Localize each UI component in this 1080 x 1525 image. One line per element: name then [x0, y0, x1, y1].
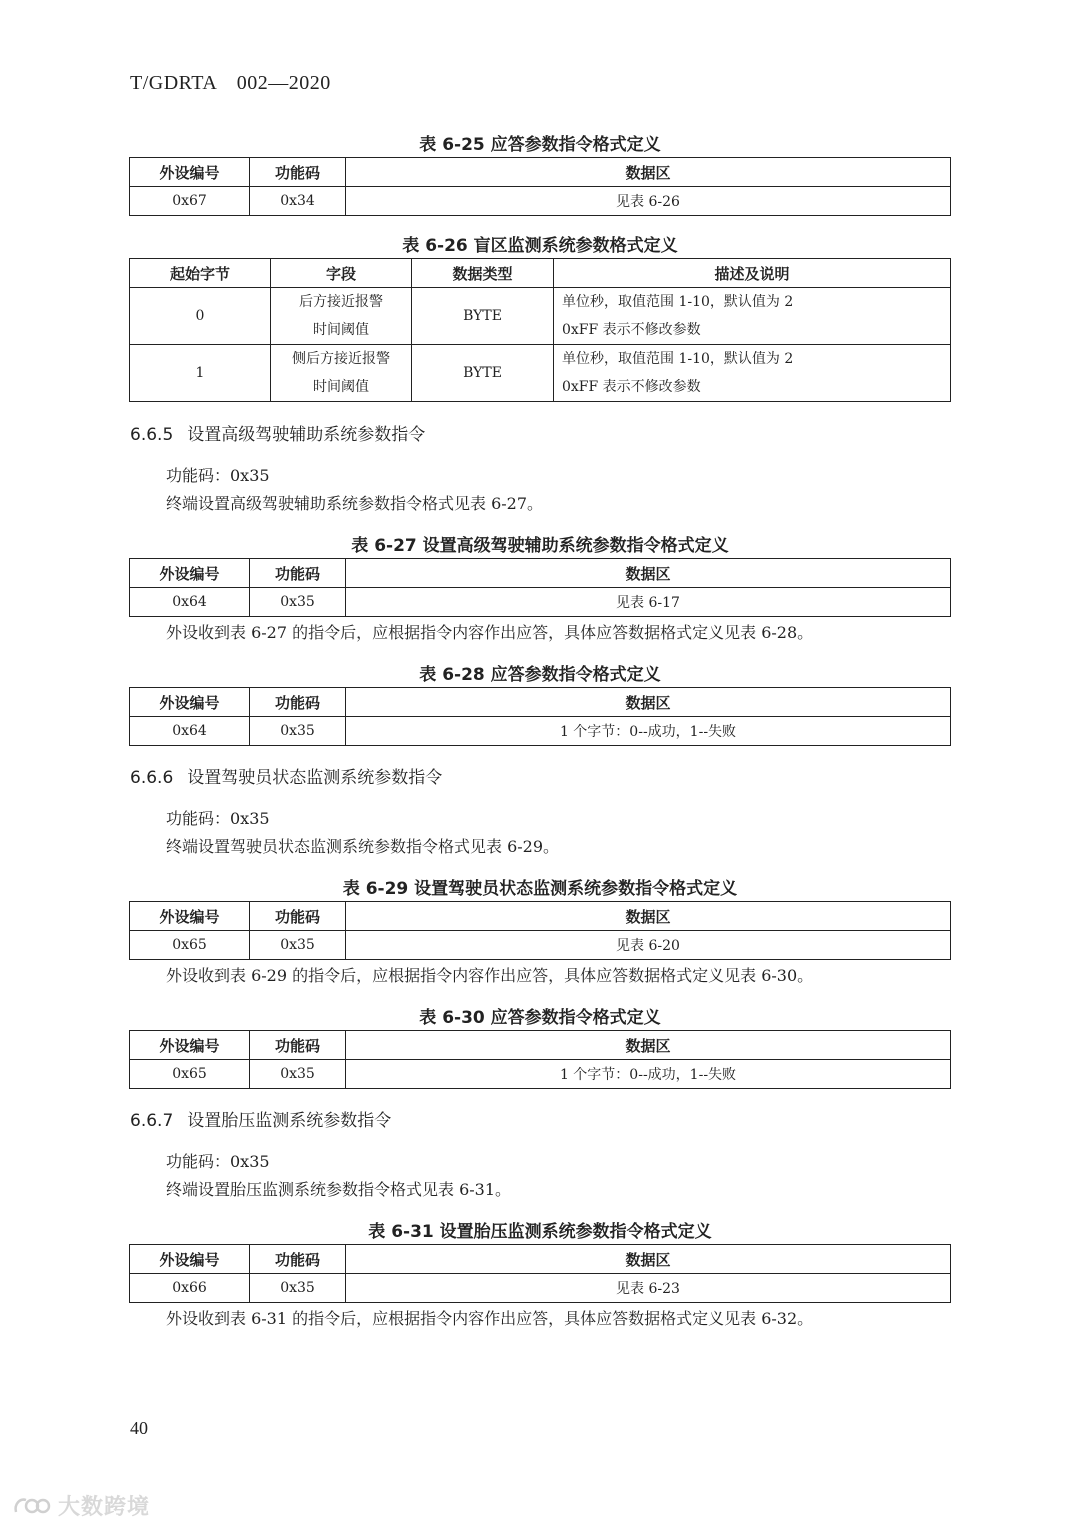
table-6-31-caption: 表 6-31 设置胎压监测系统参数指令格式定义 — [368, 1222, 712, 1242]
cell-data-area: 1 个字节：0--成功，1--失败 — [346, 717, 951, 746]
description-line: 0xFF 表示不修改参数 — [562, 379, 701, 395]
table-6-29 — [129, 901, 951, 960]
column-header-data-area: 数据区 — [346, 902, 951, 931]
column-header-function-code: 功能码 — [250, 1031, 346, 1060]
column-header-data-area: 数据区 — [346, 1245, 951, 1274]
column-header-function-code: 功能码 — [250, 1245, 346, 1274]
cell-start-byte: 1 — [130, 345, 271, 402]
cell-function-code: 0x35 — [250, 588, 346, 617]
column-header-peripheral-id: 外设编号 — [130, 1031, 250, 1060]
table-header-row — [130, 1245, 951, 1274]
cell-data-area: 见表 6-23 — [346, 1274, 951, 1303]
cell-description — [554, 288, 951, 345]
page-number: 40 — [130, 1418, 148, 1438]
table-row — [130, 187, 951, 216]
table-row — [130, 931, 951, 960]
section-title: 设置胎压监测系统参数指令 — [187, 1111, 392, 1131]
cell-data-area: 见表 6-26 — [346, 187, 951, 216]
cell-peripheral-id: 0x65 — [130, 1060, 250, 1089]
column-header-data-area: 数据区 — [346, 158, 951, 187]
column-header-function-code: 功能码 — [250, 902, 346, 931]
cell-function-code: 0x34 — [250, 187, 346, 216]
document-id-header: T/GDRTA 002—2020 — [130, 72, 331, 94]
cell-data-area: 1 个字节：0--成功，1--失败 — [346, 1060, 951, 1089]
section-title: 设置驾驶员状态监测系统参数指令 — [187, 768, 443, 788]
cell-peripheral-id: 0x64 — [130, 588, 250, 617]
response-paragraph: 外设收到表 6-31 的指令后，应根据指令内容作出应答，具体应答数据格式定义见表 6-32。 — [166, 1309, 814, 1328]
cell-field — [271, 288, 412, 345]
table-row — [130, 588, 951, 617]
column-header-data-area: 数据区 — [346, 1031, 951, 1060]
function-code-text: 功能码：0x35 — [166, 1152, 270, 1171]
column-header-function-code: 功能码 — [250, 559, 346, 588]
column-header-function-code: 功能码 — [250, 688, 346, 717]
table-header-row — [130, 688, 951, 717]
table-header-row — [130, 559, 951, 588]
section-number: 6.6.5 — [130, 425, 174, 445]
table-6-25 — [129, 157, 951, 216]
cell-function-code: 0x35 — [250, 717, 346, 746]
table-6-28-caption: 表 6-28 应答参数指令格式定义 — [419, 665, 661, 685]
intro-paragraph: 终端设置驾驶员状态监测系统参数指令格式见表 6-29。 — [166, 837, 560, 856]
column-header-field: 字段 — [271, 259, 412, 288]
column-header-data-type: 数据类型 — [412, 259, 554, 288]
cell-data-type: BYTE — [412, 288, 554, 345]
cell-peripheral-id: 0x64 — [130, 717, 250, 746]
section-heading-6-6-6 — [130, 763, 442, 788]
column-header-peripheral-id: 外设编号 — [130, 1245, 250, 1274]
watermark — [12, 1490, 150, 1521]
field-line: 时间阈值 — [313, 379, 369, 395]
table-row — [130, 1060, 951, 1089]
column-header-peripheral-id: 外设编号 — [130, 902, 250, 931]
column-header-data-area: 数据区 — [346, 688, 951, 717]
section-title: 设置高级驾驶辅助系统参数指令 — [187, 425, 426, 445]
response-paragraph: 外设收到表 6-27 的指令后，应根据指令内容作出应答，具体应答数据格式定义见表 6-28。 — [166, 623, 814, 642]
function-code-text: 功能码：0x35 — [166, 466, 270, 485]
column-header-peripheral-id: 外设编号 — [130, 158, 250, 187]
intro-paragraph: 终端设置胎压监测系统参数指令格式见表 6-31。 — [166, 1180, 512, 1199]
field-line: 侧后方接近报警 — [292, 351, 390, 367]
cell-data-area: 见表 6-17 — [346, 588, 951, 617]
section-heading-6-6-5 — [130, 420, 425, 445]
table-6-30-caption: 表 6-30 应答参数指令格式定义 — [419, 1008, 661, 1028]
table-header-row — [130, 259, 951, 288]
cell-data-area: 见表 6-20 — [346, 931, 951, 960]
description-line: 单位秒，取值范围 1-10，默认值为 2 — [562, 351, 794, 367]
column-header-description: 描述及说明 — [554, 259, 951, 288]
intro-paragraph: 终端设置高级驾驶辅助系统参数指令格式见表 6-27。 — [166, 494, 544, 513]
cell-function-code: 0x35 — [250, 1060, 346, 1089]
cell-start-byte: 0 — [130, 288, 271, 345]
table-6-31 — [129, 1244, 951, 1303]
cell-peripheral-id: 0x66 — [130, 1274, 250, 1303]
cell-function-code: 0x35 — [250, 931, 346, 960]
watermark-text: 大数跨境 — [58, 1495, 151, 1520]
column-header-peripheral-id: 外设编号 — [130, 688, 250, 717]
table-header-row — [130, 158, 951, 187]
cell-peripheral-id: 0x65 — [130, 931, 250, 960]
table-row — [130, 717, 951, 746]
column-header-function-code: 功能码 — [250, 158, 346, 187]
field-line: 后方接近报警 — [299, 294, 383, 310]
cell-peripheral-id: 0x67 — [130, 187, 250, 216]
table-header-row — [130, 1031, 951, 1060]
cell-description — [554, 345, 951, 402]
cell-field — [271, 345, 412, 402]
table-6-30 — [129, 1030, 951, 1089]
column-header-data-area: 数据区 — [346, 559, 951, 588]
field-line: 时间阈值 — [313, 322, 369, 338]
table-header-row — [130, 902, 951, 931]
response-paragraph: 外设收到表 6-29 的指令后，应根据指令内容作出应答，具体应答数据格式定义见表 6-30。 — [166, 966, 814, 985]
column-header-peripheral-id: 外设编号 — [130, 559, 250, 588]
table-6-26 — [129, 258, 951, 402]
description-line: 单位秒，取值范围 1-10，默认值为 2 — [562, 294, 794, 310]
table-6-29-caption: 表 6-29 设置驾驶员状态监测系统参数指令格式定义 — [342, 879, 738, 899]
section-number: 6.6.6 — [130, 768, 174, 788]
cell-function-code: 0x35 — [250, 1274, 346, 1303]
table-6-25-caption: 表 6-25 应答参数指令格式定义 — [419, 135, 661, 155]
table-6-27 — [129, 558, 951, 617]
brand-logo-icon — [12, 1494, 52, 1518]
table-6-26-caption: 表 6-26 盲区监测系统参数格式定义 — [402, 236, 678, 256]
table-6-27-caption: 表 6-27 设置高级驾驶辅助系统参数指令格式定义 — [351, 536, 729, 556]
table-row — [130, 345, 951, 402]
function-code-text: 功能码：0x35 — [166, 809, 270, 828]
column-header-start-byte: 起始字节 — [130, 259, 271, 288]
table-row — [130, 288, 951, 345]
cell-data-type: BYTE — [412, 345, 554, 402]
description-line: 0xFF 表示不修改参数 — [562, 322, 701, 338]
table-6-28 — [129, 687, 951, 746]
table-row — [130, 1274, 951, 1303]
section-number: 6.6.7 — [130, 1111, 174, 1131]
section-heading-6-6-7 — [130, 1106, 391, 1131]
